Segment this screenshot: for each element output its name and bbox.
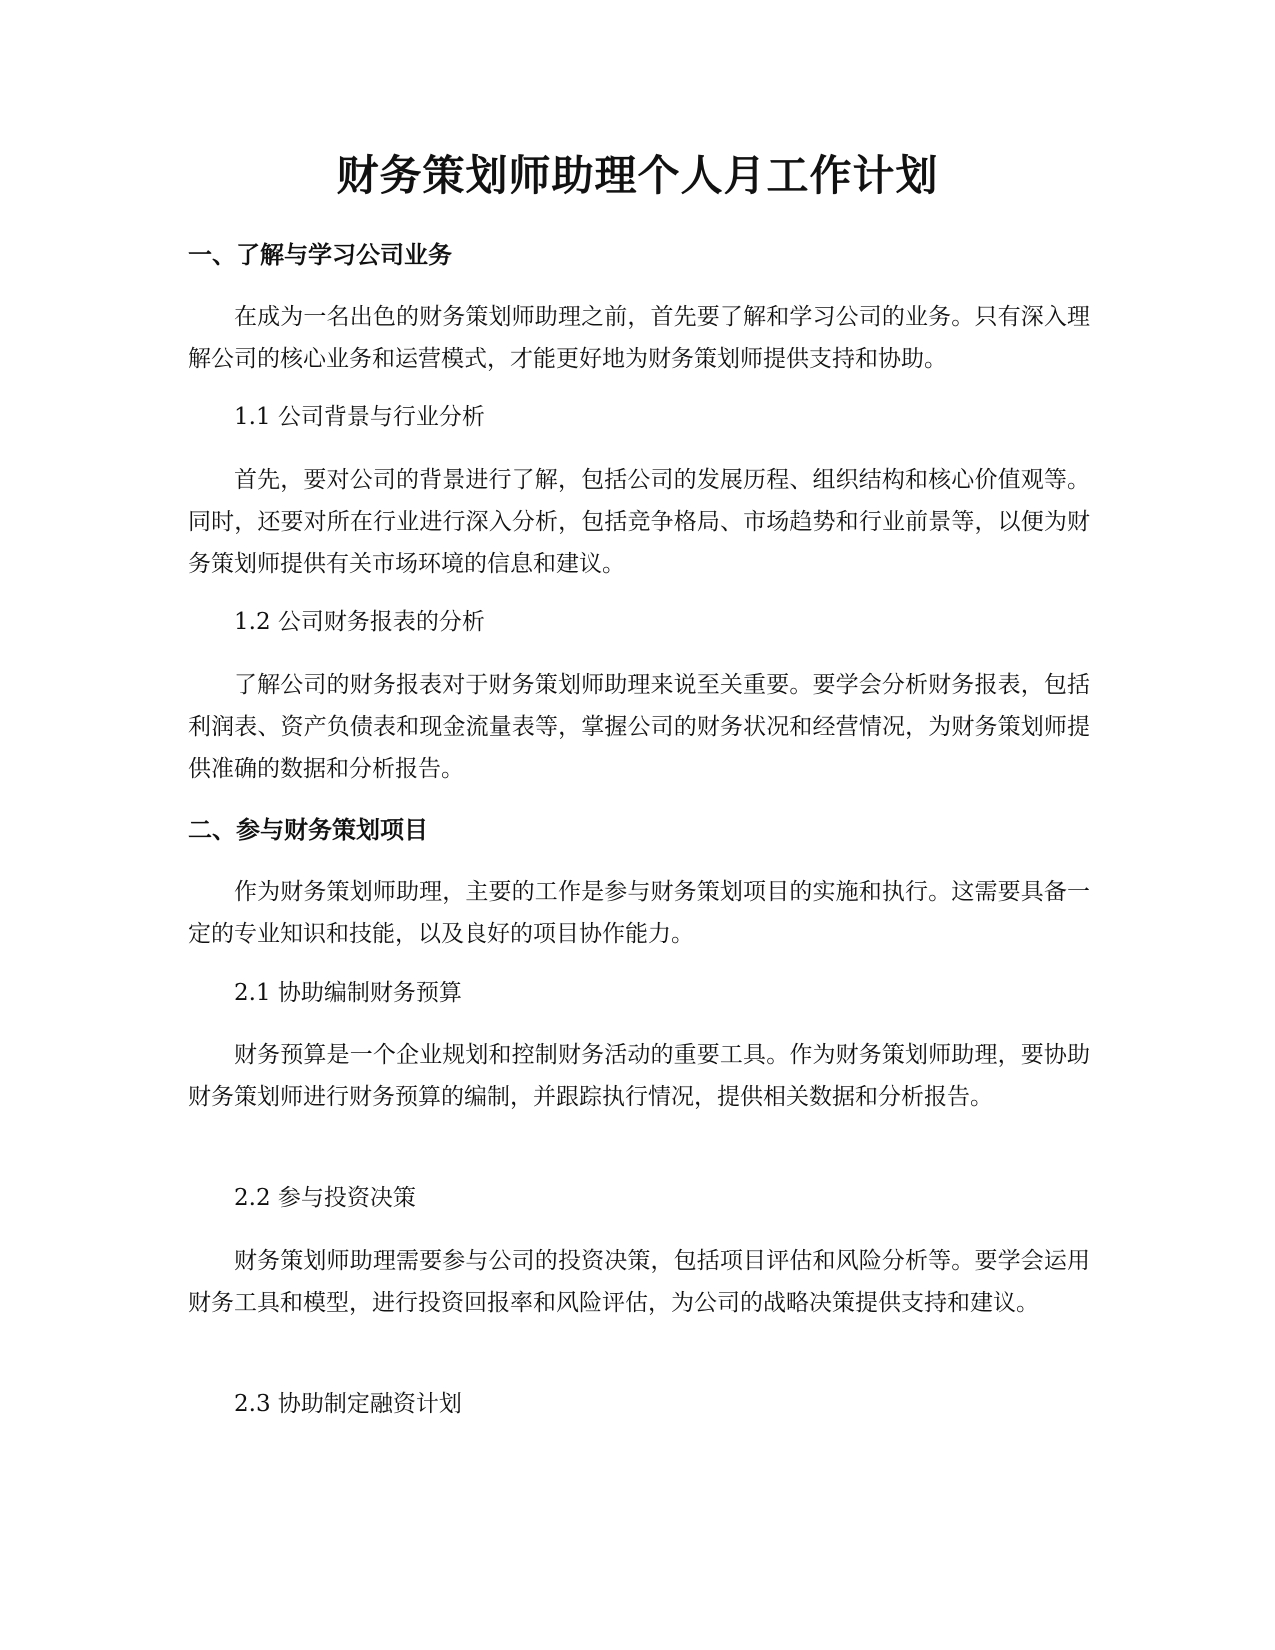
subsection-1-1-body: 首先，要对公司的背景进行了解，包括公司的发展历程、组织结构和核心价值观等。同时，还要对所在行业进行深入分析，包括竞争格局、市场趋势和行业前景等，以便为财务策划师提供有关市场环境的信息和建议。: [188, 467, 1090, 577]
subsection-heading-1-2: 1.2 公司财务报表的分析: [234, 609, 485, 635]
section-heading-1: 一、了解与学习公司业务: [188, 241, 452, 269]
subsection-heading-2-1: 2.1 协助编制财务预算: [234, 980, 462, 1006]
subsection-heading-2-2: 2.2 参与投资决策: [234, 1185, 416, 1211]
page-title: 财务策划师助理个人月工作计划: [336, 151, 939, 200]
section-1-intro: 在成为一名出色的财务策划师助理之前，首先要了解和学习公司的业务。只有深入理解公司的核心业务和运营模式，才能更好地为财务策划师提供支持和协助。: [188, 304, 1090, 372]
subsection-heading-1-1: 1.1 公司背景与行业分析: [234, 404, 485, 430]
subsection-heading-2-3: 2.3 协助制定融资计划: [234, 1391, 462, 1417]
subsection-2-2-body: 财务策划师助理需要参与公司的投资决策，包括项目评估和风险分析等。要学会运用财务工具和模型，进行投资回报率和风险评估，为公司的战略决策提供支持和建议。: [188, 1248, 1090, 1316]
subsection-2-1-body: 财务预算是一个企业规划和控制财务活动的重要工具。作为财务策划师助理，要协助财务策划师进行财务预算的编制，并跟踪执行情况，提供相关数据和分析报告。: [188, 1042, 1090, 1110]
section-2-intro: 作为财务策划师助理，主要的工作是参与财务策划项目的实施和执行。这需要具备一定的专业知识和技能，以及良好的项目协作能力。: [188, 879, 1090, 947]
subsection-1-2-body: 了解公司的财务报表对于财务策划师助理来说至关重要。要学会分析财务报表，包括利润表、资产负债表和现金流量表等，掌握公司的财务状况和经营情况，为财务策划师提供准确的数据和分析报告。: [188, 672, 1090, 782]
section-heading-2: 二、参与财务策划项目: [188, 816, 428, 844]
